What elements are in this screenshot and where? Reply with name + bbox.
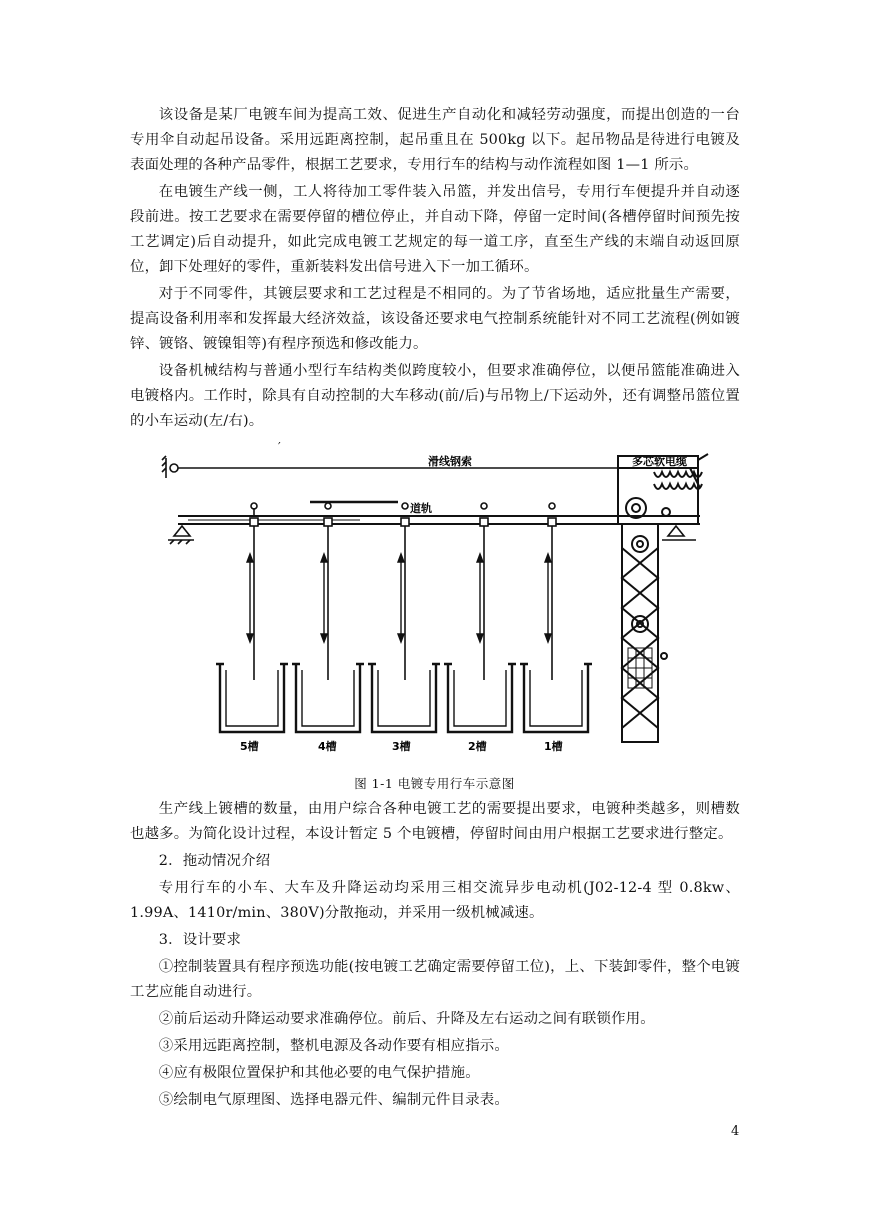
hoist-lines xyxy=(250,503,556,680)
paragraph: 设备机械结构与普通小型行车结构类似跨度较小，但要求准确停位，以便吊篮能准确进入电镀格内。工作时，除具有自动控制的大车移动(前/后)与吊物上/下运动外，还有调整吊篮位置的小车运动(左/右)。 xyxy=(130,363,740,429)
intro-text-block xyxy=(130,103,740,434)
tank-label-1: 1槽 xyxy=(544,740,563,753)
stray-mark: ′ xyxy=(278,440,281,454)
figure-caption: 图 1-1 电镀专用行车示意图 xyxy=(354,776,515,791)
requirement-item: ②前后运动升降运动要求准确停位。前后、升降及左右运动之间有联锁作用。 xyxy=(158,1011,655,1027)
paragraph: 该设备是某厂电镀车间为提高工效、促进生产自动化和减轻劳动强度，而提出创造的一台专用伞自动起吊设备。采用远距离控制，起吊重且在 500kg 以下。起吊物品是待进行电镀及表面处理的各种产品零件，根据工艺要求，专用行车的结构与动作流程如图 1—1 所示。 xyxy=(130,107,740,173)
left-anchor xyxy=(162,456,178,478)
paragraph: 专用行车的小车、大车及升降运动均采用三相交流异步电动机(J02-12-4 型 0.8kw、1.99A、1410r/min、380V)分散拖动，并采用一级机械减速。 xyxy=(130,880,740,921)
crane-diagram-svg xyxy=(160,448,730,758)
crane-diagram xyxy=(160,448,730,758)
requirement-item: ①控制装置具有程序预选功能(按电镀工艺确定需要停留工位)，上、下装卸零件，整个电镀工艺应能自动进行。 xyxy=(130,959,740,1000)
rail-label: 道轨 xyxy=(410,502,432,515)
design-text-block xyxy=(130,797,740,1113)
section-heading: 2．拖动情况介绍 xyxy=(158,853,271,869)
section-heading: 3．设计要求 xyxy=(158,932,242,948)
right-support xyxy=(662,526,696,540)
tanks xyxy=(216,664,592,732)
tank-label-2: 2槽 xyxy=(468,740,487,753)
motion-arrows xyxy=(247,554,551,642)
requirement-item: ⑤绘制电气原理图、选择电器元件、编制元件目录表。 xyxy=(158,1092,509,1108)
cable-label: 滑线钢索 xyxy=(428,455,472,468)
paragraph: 对于不同零件，其镀层要求和工艺过程是不相同的。为了节省场地，适应批量生产需要，提高设备利用率和发挥最大经济效益，该设备还要求电气控制系统能针对不同工艺流程(例如镀锌、镀铬、镀镍钼等)有程序预选和修改能力。 xyxy=(130,286,740,352)
paragraph: 生产线上镀槽的数量，由用户综合各种电镀工艺的需要提出要求，电镀种类越多，则槽数也越多。为简化设计过程，本设计暂定 5 个电镀槽，停留时间由用户根据工艺要求进行整定。 xyxy=(130,801,740,842)
page-number: 4 xyxy=(731,1124,740,1139)
tank-label-4: 4槽 xyxy=(318,740,337,753)
requirement-item: ③采用远距离控制，整机电源及各动作要有相应指示。 xyxy=(158,1038,509,1054)
tank-label-5: 5槽 xyxy=(240,740,259,753)
multi-cable-label: 多芯软电缆 xyxy=(632,455,687,468)
hoist-tower xyxy=(622,524,667,742)
paragraph: 在电镀生产线一侧，工人将待加工零件装入吊篮，并发出信号，专用行车便提升并自动逐段前进。按工艺要求在需要停留的槽位停止，并自动下降，停留一定时间(各槽停留时间预先按工艺调定)后自动提升，如此完成电镀工艺规定的每一道工序，直至生产线的末端自动返回原位，卸下处理好的零件，重新装料发出信号进入下一加工循环。 xyxy=(130,184,740,275)
left-support xyxy=(168,526,194,544)
requirement-item: ④应有极限位置保护和其他必要的电气保护措施。 xyxy=(158,1065,480,1081)
tank-label-3: 3槽 xyxy=(392,740,411,753)
